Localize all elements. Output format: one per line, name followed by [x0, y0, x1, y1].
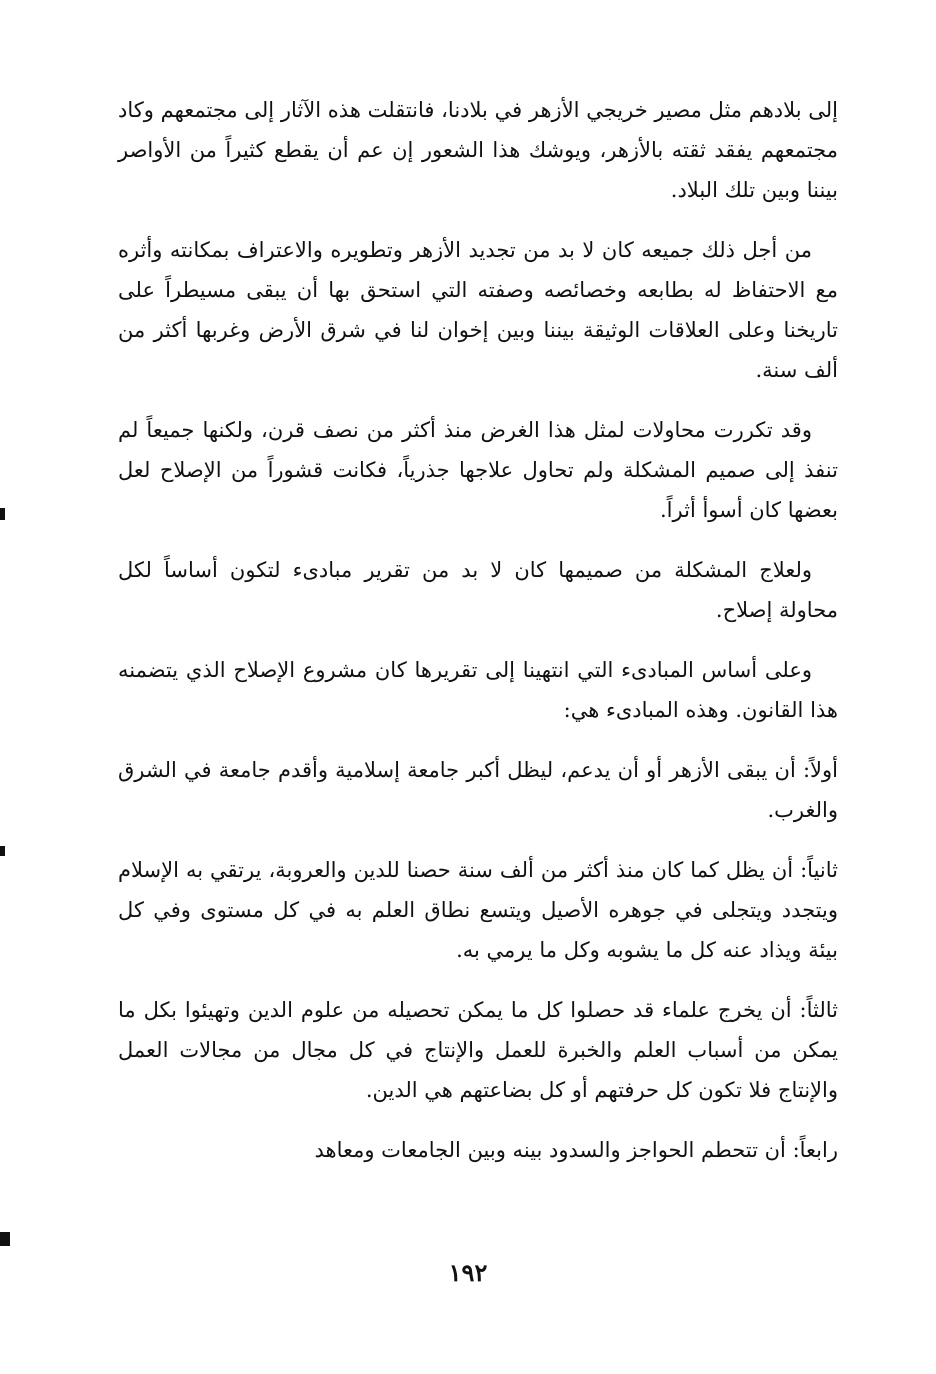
- page-body: [118, 90, 838, 1190]
- paragraph-4: ولعلاج المشكلة من صميمها كان لا بد من تقرير مبادىء لتكون أساساً لكل محاولة إصلاح.: [118, 558, 838, 622]
- principle-4: رابعاً: أن تتحطم الحواجز والسدود بينه وبين الجامعات ومعاهد: [314, 1138, 838, 1162]
- paragraph-5: وعلى أساس المبادىء التي انتهينا إلى تقريرها كان مشروع الإصلاح الذي يتضمنه هذا القانون. وهذه المبادىء هي:: [118, 658, 838, 722]
- scan-edge-mark: [0, 1232, 10, 1246]
- principle-2: ثانياً: أن يظل كما كان منذ أكثر من ألف سنة حصنا للدين والعروبة، يرتقي به الإسلام ويتجدد ويتجلى في جوهره الأصيل ويتسع نطاق العلم به في كل مستوى وفي كل بيئة ويذاد عنه كل ما يشوبه وكل ما يرمي به.: [118, 858, 838, 962]
- page-number: ١٩٢: [448, 1258, 488, 1287]
- principle-1: أولاً: أن يبقى الأزهر أو أن يدعم، ليظل أكبر جامعة إسلامية وأقدم جامعة في الشرق والغرب.: [118, 758, 838, 822]
- principle-3: ثالثاً: أن يخرج علماء قد حصلوا كل ما يمكن تحصيله من علوم الدين وتهيئوا بكل ما يمكن من أسباب العلم والخبرة للعمل والإنتاج في كل مجال من مجالات العمل والإنتاج فلا تكون كل حرفتهم أو كل بضاعتهم هي الدين.: [118, 998, 838, 1102]
- scan-edge-mark: [0, 508, 5, 520]
- scan-edge-mark: [0, 846, 5, 856]
- paragraph-3: وقد تكررت محاولات لمثل هذا الغرض منذ أكثر من نصف قرن، ولكنها جميعاً لم تنفذ إلى صميم المشكلة ولم تحاول علاجها جذرياً، فكانت قشوراً من الإصلاح لعل بعضها كان أسوأ أثراً.: [118, 418, 838, 522]
- paragraph-2: من أجل ذلك جميعه كان لا بد من تجديد الأزهر وتطويره والاعتراف بمكانته وأثره مع الاحتفاظ له بطابعه وخصائصه وصفته التي استحق بها أن يبقى مسيطراً على تاريخنا وعلى العلاقات الوثيقة بيننا وبين إخوان لنا في شرق الأرض وغربها أكثر من ألف سنة.: [118, 238, 838, 382]
- paragraph-1: إلى بلادهم مثل مصير خريجي الأزهر في بلادنا، فانتقلت هذه الآثار إلى مجتمعهم وكاد مجتمعهم يفقد ثقته بالأزهر، ويوشك هذا الشعور إن عم أن يقطع كثيراً من الأواصر بيننا وبين تلك البلاد.: [118, 98, 838, 202]
